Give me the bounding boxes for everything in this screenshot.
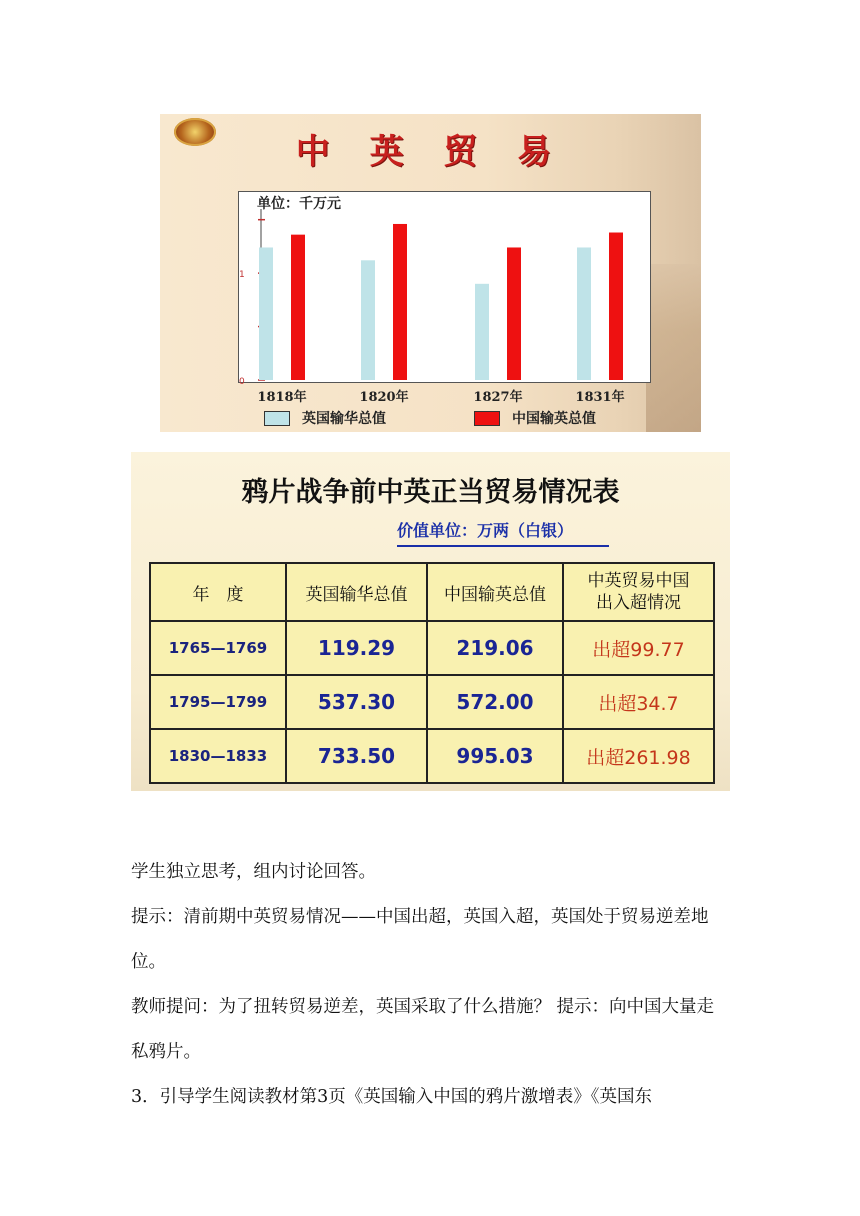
legend-item-cn [474,408,596,428]
legend-label-uk: 英国输华总值 [302,411,386,427]
cell-year: 1795—1799 [150,675,286,729]
x-tick-label: 1818年 [257,390,307,405]
cell-surplus: 出超34.7 [563,675,714,729]
cell-cn: 219.06 [427,621,563,675]
bar-cn-export [393,224,407,380]
x-tick-label: 1831年 [575,390,625,405]
table-header-row [150,563,714,621]
bar-cn-export [291,235,305,380]
header-surplus-text: 中英贸易中国出入超情况 [587,571,690,613]
table-row [150,729,714,783]
bar-uk-export [259,247,273,380]
cell-surplus: 出超261.98 [563,729,714,783]
legend-swatch-cn [474,411,500,426]
cell-uk: 733.50 [286,729,427,783]
cell-year: 1765—1769 [150,621,286,675]
trade-bar-chart-figure [160,114,701,432]
bar-cn-export [609,233,623,380]
legend-item-uk [264,408,386,428]
cell-cn: 572.00 [427,675,563,729]
y-tick-label: 1 [239,270,245,281]
paragraph-step3: 3．引导学生阅读教材第3页《英国输入中国的鸦片激增表》《英国东 [131,1087,653,1107]
bar-uk-export [475,284,489,380]
cell-uk: 537.30 [286,675,427,729]
header-cn-export: 中国输英总值 [427,563,563,621]
table-title: 鸦片战争前中英正当贸易情况表 [241,477,620,508]
header-year: 年 度 [150,563,286,621]
table-row [150,675,714,729]
x-tick-label: 1820年 [359,390,409,405]
bar-cn-export [507,247,521,380]
paragraph-question: 教师提问：为了扭转贸易逆差，英国采取了什么措施？ 提示：向中国大量走私鸦片。 [131,997,715,1062]
unit-underline [397,545,609,547]
header-uk-export: 英国输华总值 [286,563,427,621]
header-surplus [563,563,714,621]
trade-table-figure [131,452,730,791]
paragraph-hint: 提示：清前期中英贸易情况——中国出超，英国入超，英国处于贸易逆差地位。 [131,907,709,972]
legend-label-cn: 中国输英总值 [512,411,596,427]
chart-title: 中 英 贸 易 [295,132,566,172]
chart-unit-label: 单位：千万元 [257,196,341,212]
bar-uk-export [361,260,375,380]
table-row [150,621,714,675]
cell-uk: 119.29 [286,621,427,675]
legend-swatch-uk [264,411,290,426]
paragraph-discussion: 学生独立思考，组内讨论回答。 [131,862,376,882]
cell-surplus: 出超99.77 [563,621,714,675]
table-unit-note: 价值单位：万两（白银） [397,521,574,540]
trade-table [149,562,715,784]
x-tick-label: 1827年 [473,390,523,405]
bar-chart-svg [160,114,701,432]
bar-uk-export [577,247,591,380]
y-tick-label: 0 [239,377,245,387]
cell-year: 1830—1833 [150,729,286,783]
cell-cn: 995.03 [427,729,563,783]
